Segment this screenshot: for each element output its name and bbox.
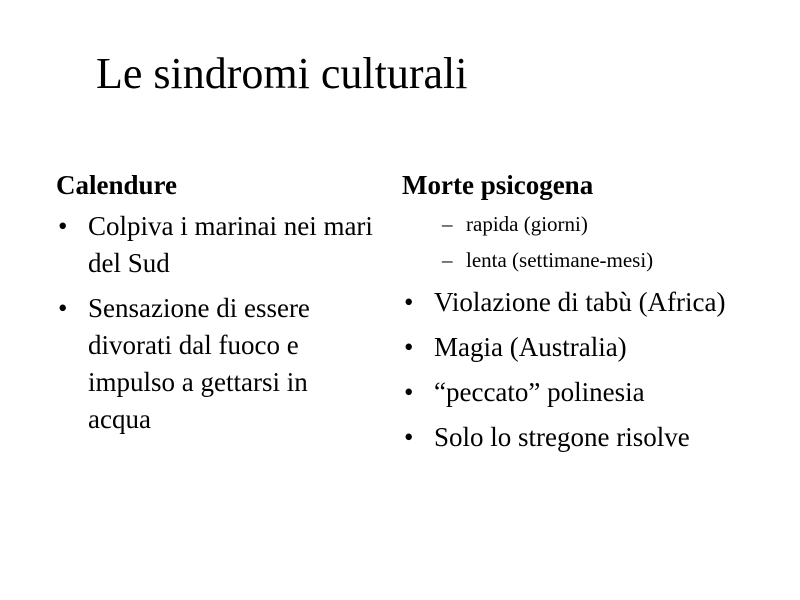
right-column — [402, 168, 782, 464]
bullet-text: Sensazione di essere divorati dal fuoco e impulso a gettarsi in acqua — [88, 293, 310, 434]
list-item — [56, 290, 376, 438]
sub-list-item — [402, 244, 782, 276]
sub-list-item — [402, 208, 782, 240]
list-item — [402, 284, 782, 321]
sub-item-list — [402, 208, 782, 276]
list-item — [402, 419, 782, 456]
left-column — [56, 168, 376, 446]
right-column-heading: Morte psicogena — [402, 170, 594, 200]
bullet-text: Colpiva i marinai nei mari del Sud — [88, 211, 373, 278]
dash-icon: – — [442, 212, 453, 236]
bullet-text: Magia (Australia) — [434, 332, 627, 362]
right-bullet-list — [402, 284, 782, 456]
sub-item-text: lenta (settimane-mesi) — [466, 248, 654, 272]
bullet-icon: • — [404, 377, 414, 407]
bullet-text: “peccato” polinesia — [434, 377, 645, 407]
bullet-icon: • — [404, 332, 414, 362]
bullet-text: Violazione di tabù (Africa) — [434, 287, 726, 317]
bullet-text: Solo lo stregone risolve — [434, 422, 690, 452]
bullet-icon: • — [404, 422, 414, 452]
sub-item-text: rapida (giorni) — [466, 212, 588, 236]
dash-icon: – — [442, 248, 453, 272]
list-item — [402, 374, 782, 411]
slide-title: Le sindromi culturali — [96, 49, 468, 98]
list-item — [402, 329, 782, 366]
list-item — [56, 208, 376, 282]
bullet-icon: • — [58, 293, 68, 323]
left-bullet-list — [56, 208, 376, 438]
bullet-icon: • — [58, 211, 68, 241]
bullet-icon: • — [404, 287, 414, 317]
left-column-heading: Calendure — [56, 170, 178, 200]
